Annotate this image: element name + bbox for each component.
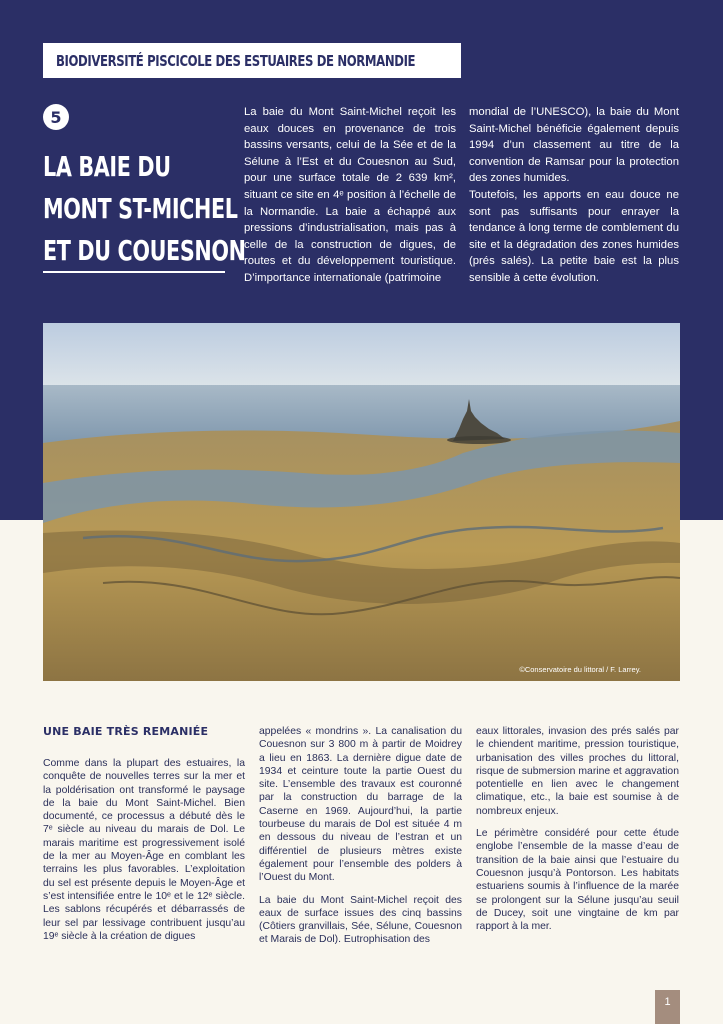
intro-paragraph-3: Toutefois, les apports en eau douce ne sont pas suffisants pour enrayer la tendance à long terme de comblement du site et la dégradation des zones humides (prés salés). La petite baie est la plus sensible à cette évolution. bbox=[469, 188, 679, 284]
body-column-3 bbox=[476, 725, 679, 942]
section-heading: UNE BAIE TRÈS REMANIÉE bbox=[43, 725, 209, 738]
body-paragraph-2: appelées « mondrins ». La canalisation du Couesnon sur 3 800 m à partir de Moidrey a lieu en 1863. La dernière digue date de 1934 et ceinture toute la partie Ouest du site. L’ensemble des travaux est couronné par la construction du barrage de la Caserne en 1969. Aujourd’hui, la partie tourbeuse du marais de Dol est située 4 m en dessous du niveau de l’estran et un différentiel de plusieurs mètres existe également pour l’ensemble des polders à l’Ouest du Mont. bbox=[259, 726, 462, 884]
photo-credit: ©Conservatoire du littoral / F. Larrey. bbox=[519, 665, 641, 674]
body-column-1 bbox=[43, 757, 245, 952]
intro-column-2 bbox=[469, 104, 679, 287]
page-number: 1 bbox=[664, 996, 671, 1008]
intro-column-1 bbox=[244, 104, 456, 287]
intro-paragraph-1: La baie du Mont Saint-Michel reçoit les eaux douces en provenance de trois bassins versants, celui de la Sée et de la Sélune à l’Est et du Couesnon au Sud, pour une surface totale de 2 639 km², situant ce site en 4ᵉ position à l’échelle de la Normandie. La baie a échappé aux pressions d’industrialisation, mais pas à celle de la construction de digues, de routes et du développement touristique. D’importance internationale (patrimoine bbox=[244, 106, 456, 284]
body-paragraph-1: Comme dans la plupart des estuaires, la conquête de nouvelles terres sur la mer et la poldérisation ont transformé le paysage de la baie du Mont Saint-Michel. Bien documenté, ce processus a débuté dès le 7ᵉ siècle au niveau du marais de Dol. Le marais maritime est progressivement isolé de la mer au Moyen-Âge en comblant les terrains les plus favorables. L’exploitation du sel est présente depuis le Moyen-Âge et s’est intensifiée entre le 10ᵉ et le 12ᵉ siècle. Les sablons récupérés et débarrassés de leur sel par lessivage contribuent jusqu’au 19ᵉ siècle à la création de digues bbox=[43, 758, 245, 942]
section-title: BIODIVERSITÉ PISCICOLE DES ESTUAIRES DE NORMANDIE bbox=[56, 51, 416, 70]
title-line-3: ET DU COUESNON bbox=[43, 234, 246, 267]
title-line-1: LA BAIE DU bbox=[43, 150, 171, 183]
landscape-illustration bbox=[43, 323, 680, 681]
title-underline bbox=[43, 271, 225, 273]
body-paragraph-4: eaux littorales, invasion des prés salés par le chiendent maritime, pression touristique, urbanisation des villes proches du littoral, risque de submersion marine et aggravation potentielle en lien avec le changement climatique, etc., la baie est soumise à de nombreux enjeux. bbox=[476, 726, 679, 817]
aerial-photo-mont-saint-michel bbox=[43, 323, 680, 681]
page-number-tab bbox=[655, 990, 680, 1024]
chapter-number: 5 bbox=[50, 107, 62, 127]
body-paragraph-3: La baie du Mont Saint-Michel reçoit des eaux de surface issues des cinq bassins (Côtiers granvillais, Sée, Sélune, Couesnon et Marais de Dol). Eutrophisation des bbox=[259, 894, 462, 946]
page-title bbox=[43, 146, 246, 272]
body-column-2 bbox=[259, 725, 462, 956]
intro-paragraph-2: mondial de l’UNESCO), la baie du Mont Saint-Michel bénéficie également depuis 1994 d’un classement au titre de la convention de Ramsar pour la protection des zones humides. bbox=[469, 106, 679, 185]
body-paragraph-5: Le périmètre considéré pour cette étude englobe l’ensemble de la masse d’eau de transition de la baie ainsi que l’estuaire du Couesnon jusqu’à Pontorson. Les habitats estuariens soumis à l’influence de la marée se prolongent sur la Sélune jusqu’au seuil de Ducey, soit une vingtaine de km par rapport à la mer. bbox=[476, 828, 679, 933]
chapter-number-badge bbox=[43, 104, 69, 130]
section-title-box bbox=[43, 43, 461, 78]
title-line-2: MONT ST-MICHEL bbox=[43, 192, 238, 225]
